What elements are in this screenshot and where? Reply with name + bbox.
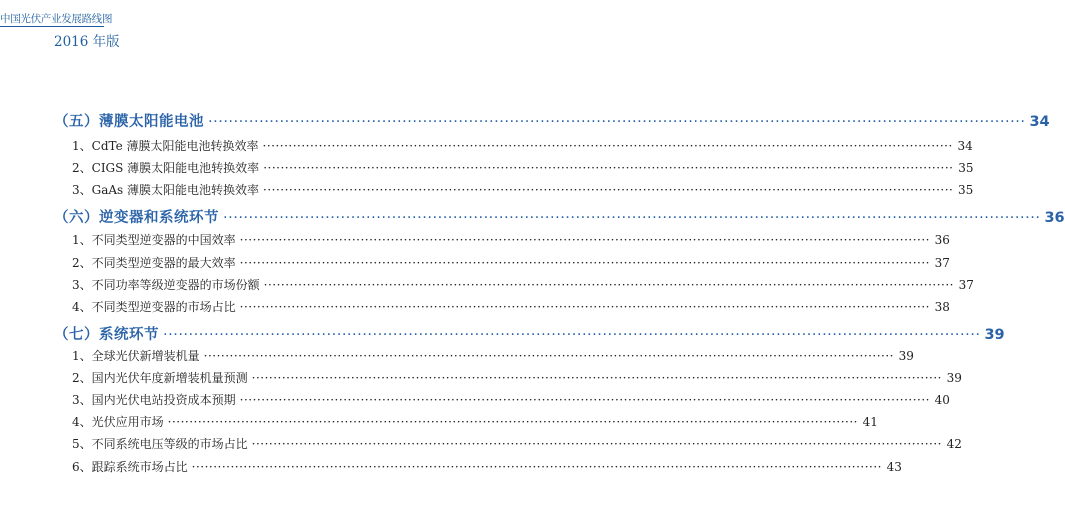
toc-item-title: 3、GaAs 薄膜太阳能电池转换效率 xyxy=(72,183,260,197)
dot-leader: ································································································································································ xyxy=(251,371,942,385)
header-title: 中国光伏产业发展路线图 xyxy=(0,13,113,25)
toc-section-title: （五）薄膜太阳能电池 xyxy=(54,114,204,130)
header-edition: 2016 年版 xyxy=(54,34,120,50)
toc-page-number: 36 xyxy=(1044,210,1065,226)
toc-item-row[interactable] xyxy=(72,181,974,198)
toc-page-number: 35 xyxy=(958,183,974,197)
toc-page-number: 34 xyxy=(957,139,973,153)
toc-item-row[interactable] xyxy=(72,435,962,452)
dot-leader: ································································································································································ xyxy=(239,300,930,314)
toc-item-title: 5、不同系统电压等级的市场占比 xyxy=(72,437,248,451)
toc-page-number: 41 xyxy=(862,415,878,429)
toc-section-title: （七）系统环节 xyxy=(54,327,159,343)
toc-section-row[interactable] xyxy=(54,110,1050,131)
dot-leader: ································································································································································ xyxy=(263,278,954,292)
toc-page-number: 39 xyxy=(946,371,962,385)
dot-leader: ································································································································································ xyxy=(191,460,882,474)
dot-leader: ································································································································································ xyxy=(263,161,954,175)
toc-item-title: 1、全球光伏新增装机量 xyxy=(72,349,200,363)
toc-page-number: 37 xyxy=(934,256,950,270)
toc-item-row[interactable] xyxy=(72,413,878,430)
toc-item-row[interactable] xyxy=(72,391,950,408)
toc-page-number: 35 xyxy=(958,161,974,175)
toc-page-number: 39 xyxy=(984,327,1005,343)
toc-item-title: 2、CIGS 薄膜太阳能电池转换效率 xyxy=(72,161,260,175)
toc-section-row[interactable] xyxy=(54,323,1005,344)
dot-leader: ································································································································································ xyxy=(163,327,981,343)
toc-item-row[interactable] xyxy=(72,298,950,315)
dot-leader: ································································································································································ xyxy=(263,183,954,197)
dot-leader: ································································································································································ xyxy=(167,415,858,429)
toc-item-row[interactable] xyxy=(72,231,950,248)
toc-item-row[interactable] xyxy=(72,458,902,475)
toc-item-row[interactable] xyxy=(72,276,974,293)
dot-leader: ································································································································································ xyxy=(203,349,894,363)
toc-item-row[interactable] xyxy=(72,159,974,176)
dot-leader: ································································································································································ xyxy=(208,114,1026,130)
toc-page-number: 36 xyxy=(934,233,950,247)
toc-page-number: 34 xyxy=(1029,114,1050,130)
toc-item-title: 1、不同类型逆变器的中国效率 xyxy=(72,233,236,247)
dot-leader: ································································································································································ xyxy=(251,437,942,451)
toc-item-title: 3、不同功率等级逆变器的市场份额 xyxy=(72,278,260,292)
toc-item-title: 2、不同类型逆变器的最大效率 xyxy=(72,256,236,270)
dot-leader: ································································································································································ xyxy=(239,393,930,407)
dot-leader: ································································································································································ xyxy=(223,210,1041,226)
toc-item-row[interactable] xyxy=(72,369,962,386)
toc-page-number: 39 xyxy=(898,349,914,363)
toc-section-row[interactable] xyxy=(54,206,1065,227)
toc-item-row[interactable] xyxy=(72,254,950,271)
toc-item-row[interactable] xyxy=(72,137,973,154)
toc-item-row[interactable] xyxy=(72,347,914,364)
toc-item-title: 4、光伏应用市场 xyxy=(72,415,164,429)
dot-leader: ································································································································································ xyxy=(239,233,930,247)
toc-page-number: 43 xyxy=(886,460,902,474)
toc-section-title: （六）逆变器和系统环节 xyxy=(54,210,219,226)
dot-leader: ································································································································································ xyxy=(262,139,953,153)
toc-page-number: 42 xyxy=(946,437,962,451)
toc-item-title: 1、CdTe 薄膜太阳能电池转换效率 xyxy=(72,139,259,153)
toc-page-number: 40 xyxy=(934,393,950,407)
toc-item-title: 6、跟踪系统市场占比 xyxy=(72,460,188,474)
toc-item-title: 2、国内光伏年度新增装机量预测 xyxy=(72,371,248,385)
toc-item-title: 3、国内光伏电站投资成本预期 xyxy=(72,393,236,407)
toc-page-number: 37 xyxy=(958,278,974,292)
toc-item-title: 4、不同类型逆变器的市场占比 xyxy=(72,300,236,314)
dot-leader: ································································································································································ xyxy=(239,256,930,270)
toc-page-number: 38 xyxy=(934,300,950,314)
